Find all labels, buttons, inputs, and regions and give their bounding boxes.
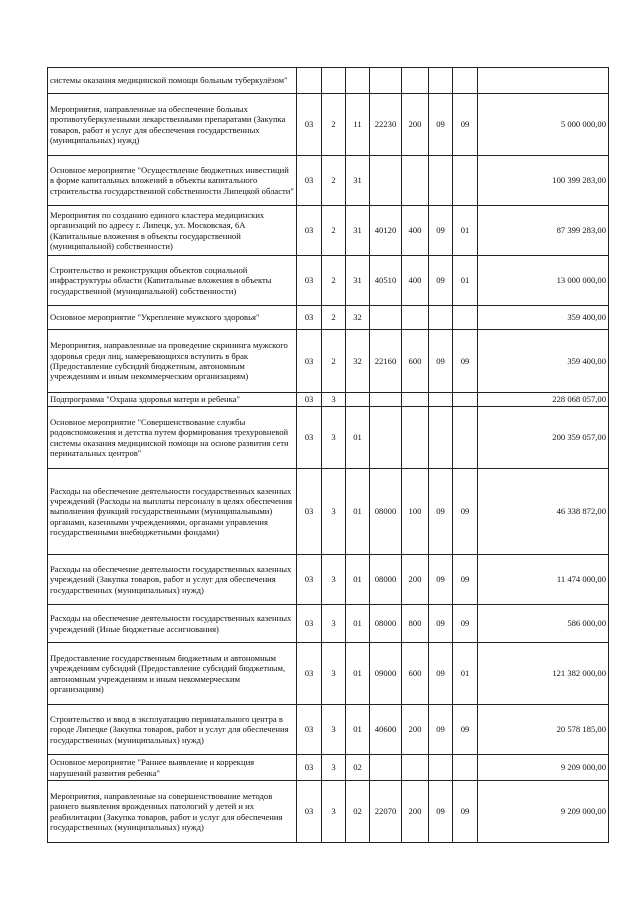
table-row bbox=[48, 156, 609, 206]
direction-code: 08000 bbox=[370, 469, 402, 555]
activity-code: 31 bbox=[346, 206, 370, 256]
subsection-code: 09 bbox=[453, 705, 478, 755]
subprogram-code: 3 bbox=[322, 755, 346, 781]
direction-code: 40510 bbox=[370, 256, 402, 306]
expense-type-code: 400 bbox=[402, 256, 429, 306]
row-name: Расходы на обеспечение деятельности государственных казенных учреждений (Расходы на выплаты персоналу в целях обеспечения выполнения функций государственными (муниципальными) органами, казенными учреждениями, органами управления государственными внебюджетными фондами) bbox=[48, 469, 297, 555]
program-code: 03 bbox=[297, 643, 322, 705]
subsection-code bbox=[453, 156, 478, 206]
direction-code: 09000 bbox=[370, 643, 402, 705]
section-code: 09 bbox=[429, 555, 453, 605]
subprogram-code: 2 bbox=[322, 330, 346, 393]
table-row bbox=[48, 256, 609, 306]
direction-code: 22070 bbox=[370, 781, 402, 843]
row-name: Расходы на обеспечение деятельности государственных казенных учреждений (Закупка товаров, работ и услуг для обеспечения государственных (муниципальных) нужд) bbox=[48, 555, 297, 605]
subsection-code bbox=[453, 68, 478, 94]
program-code: 03 bbox=[297, 781, 322, 843]
section-code bbox=[429, 393, 453, 407]
amount: 9 209 000,00 bbox=[478, 781, 609, 843]
subsection-code: 09 bbox=[453, 781, 478, 843]
activity-code: 11 bbox=[346, 94, 370, 156]
program-code: 03 bbox=[297, 330, 322, 393]
activity-code: 01 bbox=[346, 705, 370, 755]
row-name: Предоставление государственным бюджетным и автономным учреждениям субсидий (Предоставление субсидий бюджетным, автономным учреждениям и иным некоммерческим организациям) bbox=[48, 643, 297, 705]
subprogram-code bbox=[322, 68, 346, 94]
subprogram-code: 3 bbox=[322, 781, 346, 843]
section-code: 09 bbox=[429, 206, 453, 256]
program-code: 03 bbox=[297, 94, 322, 156]
direction-code bbox=[370, 755, 402, 781]
table-row bbox=[48, 330, 609, 393]
activity-code: 01 bbox=[346, 605, 370, 643]
subprogram-code: 3 bbox=[322, 705, 346, 755]
expense-type-code bbox=[402, 68, 429, 94]
subsection-code bbox=[453, 755, 478, 781]
section-code: 09 bbox=[429, 469, 453, 555]
row-name: Основное мероприятие "Раннее выявление и коррекция нарушений развития ребенка" bbox=[48, 755, 297, 781]
table-row bbox=[48, 605, 609, 643]
amount: 46 338 872,00 bbox=[478, 469, 609, 555]
section-code: 09 bbox=[429, 781, 453, 843]
activity-code: 01 bbox=[346, 555, 370, 605]
table-row bbox=[48, 94, 609, 156]
section-code bbox=[429, 306, 453, 330]
row-name: Мероприятия, направленные на совершенствование методов раннего выявления врожденных патологий у детей и их реабилитации (Закупка товаров, работ и услуг для обеспечения государственных (муниципальных) нужд) bbox=[48, 781, 297, 843]
row-name: Расходы на обеспечение деятельности государственных казенных учреждений (Иные бюджетные ассигнования) bbox=[48, 605, 297, 643]
expense-type-code: 200 bbox=[402, 555, 429, 605]
amount: 359 400,00 bbox=[478, 330, 609, 393]
row-name: Основное мероприятие "Осуществление бюджетных инвестиций в форме капитальных вложений в объекты капитального строительства государственной собственности Липецкой области" bbox=[48, 156, 297, 206]
subsection-code: 09 bbox=[453, 469, 478, 555]
table-row bbox=[48, 393, 609, 407]
activity-code: 01 bbox=[346, 469, 370, 555]
table-row bbox=[48, 755, 609, 781]
section-code bbox=[429, 755, 453, 781]
amount: 200 359 057,00 bbox=[478, 407, 609, 469]
direction-code bbox=[370, 393, 402, 407]
expense-type-code: 200 bbox=[402, 94, 429, 156]
subsection-code: 09 bbox=[453, 555, 478, 605]
row-name: Строительство и реконструкция объектов социальной инфраструктуры области (Капитальные вложения в объекты государственной (муниципальной) собственности) bbox=[48, 256, 297, 306]
subprogram-code: 2 bbox=[322, 156, 346, 206]
program-code: 03 bbox=[297, 256, 322, 306]
activity-code: 01 bbox=[346, 643, 370, 705]
section-code: 09 bbox=[429, 643, 453, 705]
section-code bbox=[429, 156, 453, 206]
section-code: 09 bbox=[429, 605, 453, 643]
row-name: Подпрограмма "Охрана здоровья матери и ребенка" bbox=[48, 393, 297, 407]
subsection-code bbox=[453, 306, 478, 330]
subprogram-code: 3 bbox=[322, 605, 346, 643]
expense-type-code bbox=[402, 156, 429, 206]
direction-code: 40120 bbox=[370, 206, 402, 256]
direction-code: 22160 bbox=[370, 330, 402, 393]
section-code: 09 bbox=[429, 94, 453, 156]
direction-code bbox=[370, 156, 402, 206]
program-code: 03 bbox=[297, 306, 322, 330]
subprogram-code: 3 bbox=[322, 407, 346, 469]
table-row bbox=[48, 206, 609, 256]
program-code: 03 bbox=[297, 705, 322, 755]
amount: 586 000,00 bbox=[478, 605, 609, 643]
subsection-code bbox=[453, 407, 478, 469]
amount: 13 000 000,00 bbox=[478, 256, 609, 306]
expense-type-code: 400 bbox=[402, 206, 429, 256]
section-code: 09 bbox=[429, 330, 453, 393]
table-row bbox=[48, 555, 609, 605]
expense-type-code: 200 bbox=[402, 781, 429, 843]
program-code: 03 bbox=[297, 755, 322, 781]
direction-code: 40600 bbox=[370, 705, 402, 755]
activity-code: 31 bbox=[346, 156, 370, 206]
program-code: 03 bbox=[297, 393, 322, 407]
subprogram-code: 3 bbox=[322, 469, 346, 555]
activity-code: 32 bbox=[346, 330, 370, 393]
table-row bbox=[48, 407, 609, 469]
activity-code: 32 bbox=[346, 306, 370, 330]
amount bbox=[478, 68, 609, 94]
row-name: Мероприятия по созданию единого кластера медицинских организаций по адресу г. Липецк, ул. Московская, 6А (Капитальные вложения в объекты государственной (муниципальной) собственности) bbox=[48, 206, 297, 256]
program-code: 03 bbox=[297, 469, 322, 555]
program-code: 03 bbox=[297, 156, 322, 206]
expense-type-code bbox=[402, 407, 429, 469]
subprogram-code: 3 bbox=[322, 393, 346, 407]
section-code: 09 bbox=[429, 705, 453, 755]
program-code bbox=[297, 68, 322, 94]
amount: 9 209 000,00 bbox=[478, 755, 609, 781]
activity-code: 02 bbox=[346, 755, 370, 781]
activity-code: 31 bbox=[346, 256, 370, 306]
subsection-code: 01 bbox=[453, 256, 478, 306]
subprogram-code: 2 bbox=[322, 94, 346, 156]
amount: 11 474 000,00 bbox=[478, 555, 609, 605]
table-row bbox=[48, 781, 609, 843]
row-name: Мероприятия, направленные на обеспечение больных противотуберкулезными лекарственными препаратами (Закупка товаров, работ и услуг для обеспечения государственных (муниципальных) нужд) bbox=[48, 94, 297, 156]
budget-table bbox=[47, 67, 609, 843]
amount: 87 399 283,00 bbox=[478, 206, 609, 256]
table-row bbox=[48, 705, 609, 755]
subprogram-code: 2 bbox=[322, 206, 346, 256]
expense-type-code: 600 bbox=[402, 643, 429, 705]
subsection-code: 01 bbox=[453, 643, 478, 705]
table-row bbox=[48, 306, 609, 330]
row-name: системы оказания медицинской помощи больным туберкулёзом" bbox=[48, 68, 297, 94]
subsection-code: 09 bbox=[453, 94, 478, 156]
expense-type-code bbox=[402, 393, 429, 407]
direction-code: 22230 bbox=[370, 94, 402, 156]
amount: 121 382 000,00 bbox=[478, 643, 609, 705]
direction-code bbox=[370, 407, 402, 469]
expense-type-code bbox=[402, 755, 429, 781]
activity-code: 01 bbox=[346, 407, 370, 469]
activity-code: 02 bbox=[346, 781, 370, 843]
subsection-code bbox=[453, 393, 478, 407]
direction-code: 08000 bbox=[370, 605, 402, 643]
section-code: 09 bbox=[429, 256, 453, 306]
section-code bbox=[429, 407, 453, 469]
direction-code bbox=[370, 306, 402, 330]
subsection-code: 01 bbox=[453, 206, 478, 256]
subprogram-code: 2 bbox=[322, 306, 346, 330]
program-code: 03 bbox=[297, 555, 322, 605]
row-name: Строительство и ввод в эксплуатацию перинатального центра в городе Липецке (Закупка товаров, работ и услуг для обеспечения государственных (муниципальных) нужд) bbox=[48, 705, 297, 755]
program-code: 03 bbox=[297, 407, 322, 469]
amount: 228 068 057,00 bbox=[478, 393, 609, 407]
program-code: 03 bbox=[297, 206, 322, 256]
amount: 20 578 185,00 bbox=[478, 705, 609, 755]
subprogram-code: 3 bbox=[322, 555, 346, 605]
amount: 100 399 283,00 bbox=[478, 156, 609, 206]
direction-code bbox=[370, 68, 402, 94]
expense-type-code: 200 bbox=[402, 705, 429, 755]
activity-code bbox=[346, 393, 370, 407]
table-row bbox=[48, 68, 609, 94]
subprogram-code: 3 bbox=[322, 643, 346, 705]
program-code: 03 bbox=[297, 605, 322, 643]
row-name: Основное мероприятие "Укрепление мужского здоровья" bbox=[48, 306, 297, 330]
expense-type-code: 100 bbox=[402, 469, 429, 555]
subprogram-code: 2 bbox=[322, 256, 346, 306]
table-row bbox=[48, 469, 609, 555]
row-name: Основное мероприятие "Совершенствование службы родовспоможения и детства путем формирования трехуровневой системы оказания медицинской помощи на основе развития сети перинатальных центров" bbox=[48, 407, 297, 469]
amount: 359 400,00 bbox=[478, 306, 609, 330]
direction-code: 08000 bbox=[370, 555, 402, 605]
row-name: Мероприятия, направленные на проведение скрининга мужского здоровья среди лиц, намеревающихся вступить в брак (Предоставление субсидий бюджетным, автономным учреждениям и иным некоммерческим организациям) bbox=[48, 330, 297, 393]
subsection-code: 09 bbox=[453, 330, 478, 393]
expense-type-code: 600 bbox=[402, 330, 429, 393]
activity-code bbox=[346, 68, 370, 94]
amount: 5 000 000,00 bbox=[478, 94, 609, 156]
expense-type-code bbox=[402, 306, 429, 330]
table-row bbox=[48, 643, 609, 705]
expense-type-code: 800 bbox=[402, 605, 429, 643]
section-code bbox=[429, 68, 453, 94]
subsection-code: 09 bbox=[453, 605, 478, 643]
